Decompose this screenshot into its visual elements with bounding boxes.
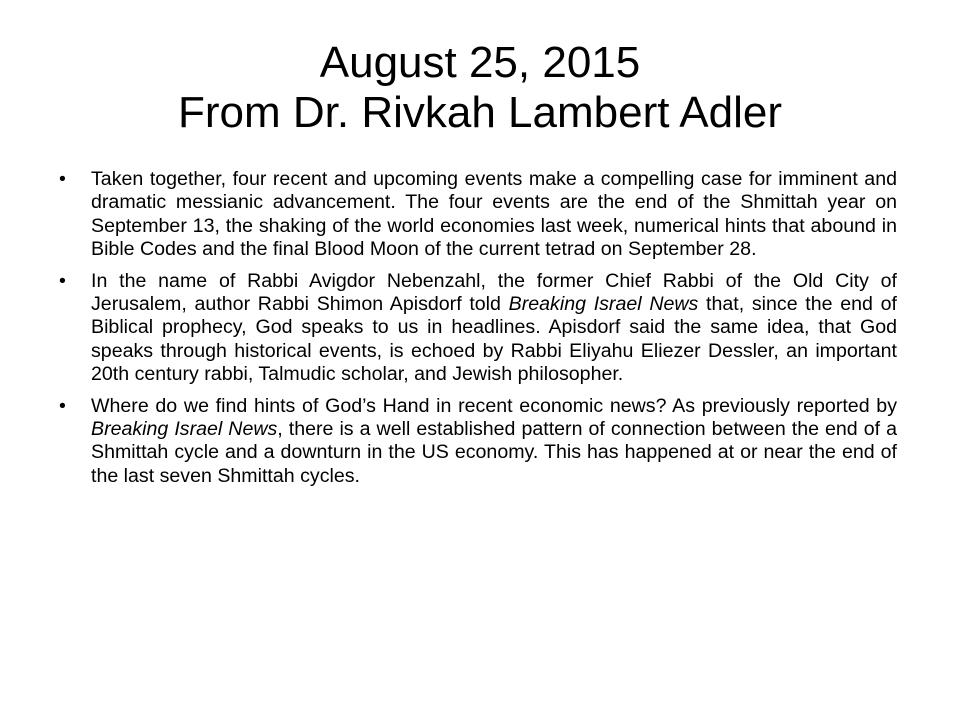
- bullet-glyph: •: [59, 168, 66, 190]
- title-author: From Dr. Rivkah Lambert Adler: [178, 88, 782, 137]
- bullet-item: [57, 168, 897, 262]
- bullet-text-segment: In the name of Rabbi Avigdor Nebenzahl, the former Chief Rabbi of the Old City of Jerusalem, author Rabbi Shimon Apisdorf told: [91, 269, 897, 316]
- title-date: August 25, 2015: [319, 38, 641, 87]
- publication-name: Breaking Israel News: [91, 418, 278, 441]
- slide-title: [60, 38, 900, 138]
- bullet-text-segment: Taken together, four recent and upcoming events make a compelling case for imminent and dramatic messianic advancement. The four events are the end of the Shmittah year on September 13, the shaking of the world economies last week, numerical hints that abound in Bible Codes and the final Blood Moon of the current tetrad on September 28.: [91, 168, 897, 261]
- bullet-item: [57, 395, 897, 489]
- bullet-text-segment: , there is a well established pattern of connection between the end of a Shmittah cycle and a downturn in the US economy. This has happened at or near the end of the last seven Shmittah cycles.: [91, 418, 897, 487]
- publication-name: Breaking Israel News: [508, 293, 699, 316]
- bullet-text-segment: that, since the end of Biblical prophecy, God speaks to us in headlines. Apisdorf said the same idea, that God speaks through historical events, is echoed by Rabbi Eliyahu Eliezer Dessler, an important 20th century rabbi, Talmudic scholar, and Jewish philosopher.: [91, 293, 897, 386]
- bullet-glyph: •: [59, 269, 66, 292]
- bullet-item: [57, 270, 897, 387]
- bullet-list: [57, 168, 897, 496]
- bullet-glyph: •: [59, 394, 66, 417]
- bullet-text-segment: Where do we find hints of God’s Hand in recent economic news? As previously reported by: [91, 394, 897, 417]
